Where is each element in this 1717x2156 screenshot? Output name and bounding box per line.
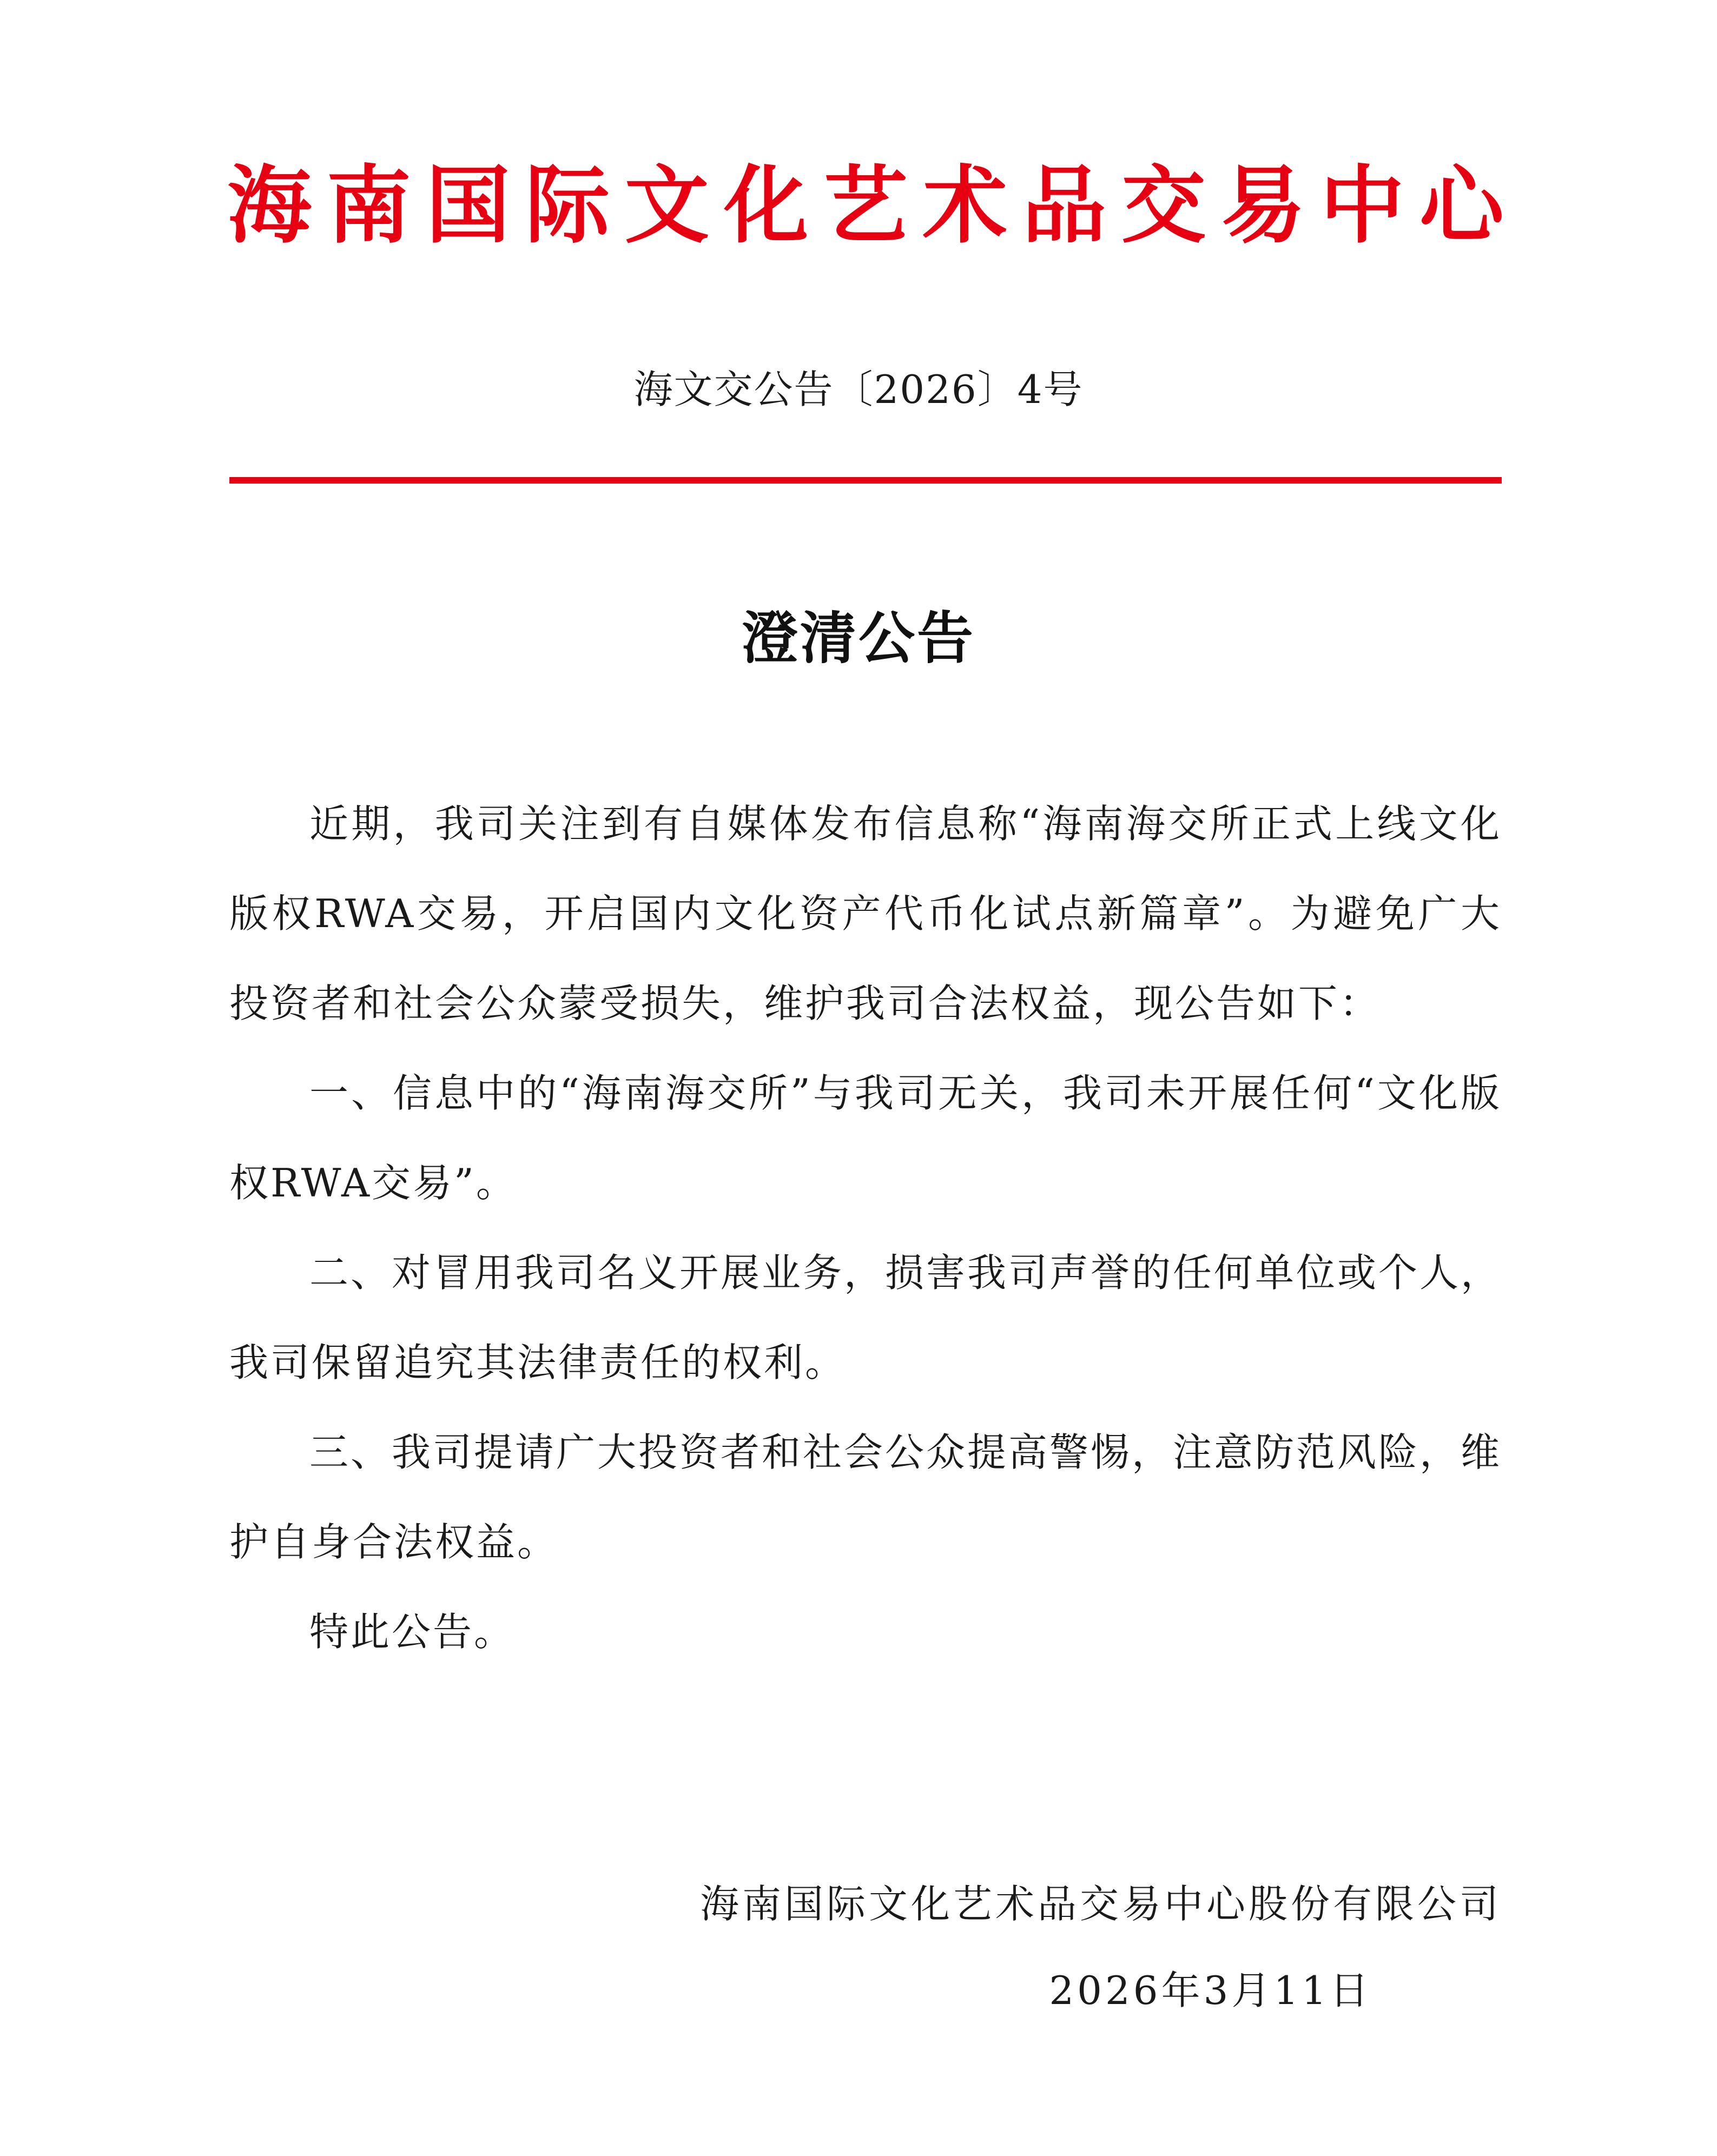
body-paragraph-closing: 特此公告。 [309, 1609, 516, 1655]
body-paragraph-intro: 近期，我司关注到有自媒体发布信息称“海南海交所正式上线文化版权RWA交易，开启国内文化资产代币化试点新篇章”。为避免广大投资者和社会公众蒙受损失，维护我司合法权益，现公告如下： [229, 801, 1502, 1026]
body-paragraph-item-2: 二、对冒用我司名义开展业务，损害我司声誉的任何单位或个人，我司保留追究其法律责任的权利。 [229, 1250, 1502, 1385]
notice-body [229, 779, 1502, 1677]
notice-title: 澄清公告 [741, 605, 975, 671]
body-paragraph-item-1: 一、信息中的“海南海交所”与我司无关，我司未开展任何“文化版权RWA交易”。 [229, 1070, 1502, 1206]
signature-date: 2026年3月11日 [1049, 1968, 1372, 2013]
document-number: 海文交公告〔2026〕4号 [633, 367, 1084, 412]
signature-block [700, 1861, 1502, 2034]
signature-company: 海南国际文化艺术品交易中心股份有限公司 [699, 1881, 1502, 1927]
red-divider-rule [229, 477, 1502, 484]
organization-masthead: 海南国际文化艺术品交易中心 [227, 156, 1504, 255]
body-paragraph-item-3: 三、我司提请广大投资者和社会公众提高警惕，注意防范风险，维护自身合法权益。 [229, 1430, 1502, 1565]
